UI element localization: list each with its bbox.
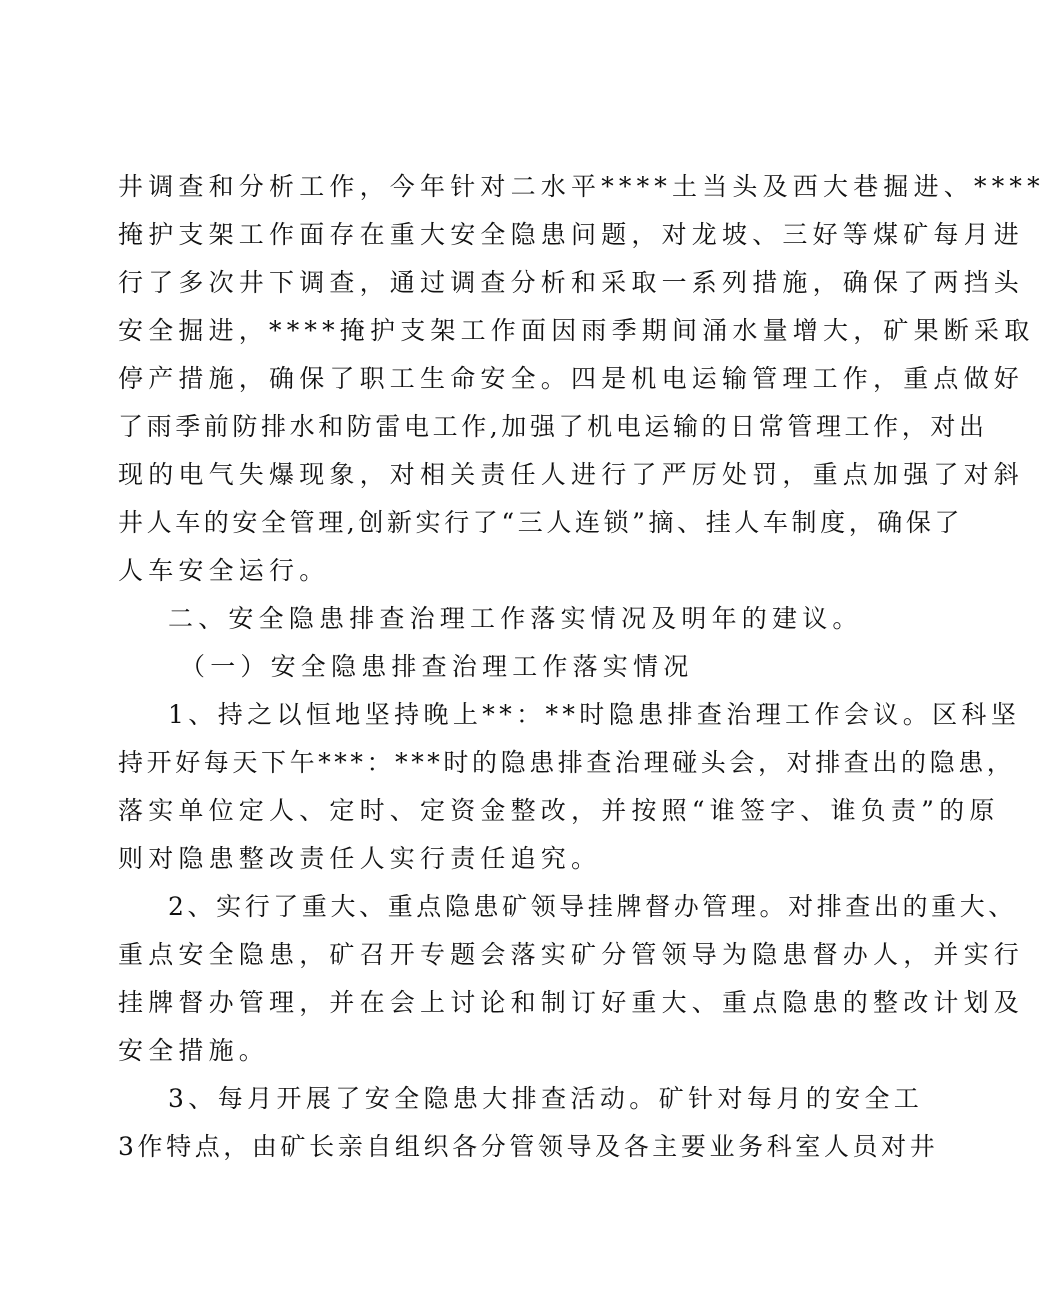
paragraph-line: 人车安全运行。 bbox=[118, 556, 330, 585]
paragraph-line: 行了多次井下调查，通过调查分析和采取一系列措施，确保了两挡头 bbox=[118, 268, 1025, 297]
paragraph-line: 井调查和分析工作，今年针对二水平****土当头及西大巷掘进、**** bbox=[118, 172, 1045, 201]
paragraph-line: 3作特点，由矿长亲自组织各分管领导及各主要业务科室人员对井 bbox=[118, 1132, 939, 1161]
subsection-heading: （一）安全隐患排查治理工作落实情况 bbox=[180, 652, 694, 681]
paragraph-line: 持开好每天下午***：***时的隐患排查治理碰头会，对排查出的隐患， bbox=[118, 748, 1016, 777]
section-heading: 二、安全隐患排查治理工作落实情况及明年的建议。 bbox=[168, 604, 863, 633]
paragraph-line: 安全掘进，****掩护支架工作面因雨季期间涌水量增大，矿果断采取 bbox=[118, 316, 1035, 345]
paragraph-line: 2、实行了重大、重点隐患矿领导挂牌督办管理。对排查出的重大、 bbox=[168, 892, 1017, 921]
paragraph-line: 重点安全隐患，矿召开专题会落实矿分管领导为隐患督办人，并实行 bbox=[118, 940, 1025, 969]
paragraph-line: 安全措施。 bbox=[118, 1036, 270, 1065]
paragraph-line: 3、每月开展了安全隐患大排查活动。矿针对每月的安全工 bbox=[168, 1084, 924, 1113]
paragraph-line: 挂牌督办管理，并在会上讨论和制订好重大、重点隐患的整改计划及 bbox=[118, 988, 1025, 1017]
paragraph-line: 落实单位定人、定时、定资金整改，并按照“谁签字、谁负责”的原 bbox=[118, 796, 1000, 825]
paragraph-line: 停产措施，确保了职工生命安全。四是机电运输管理工作，重点做好 bbox=[118, 364, 1025, 393]
paragraph-line: 则对隐患整改责任人实行责任追究。 bbox=[118, 844, 602, 873]
paragraph-line: 1、持之以恒地坚持晚上**：**时隐患排查治理工作会议。区科坚 bbox=[168, 700, 1021, 729]
paragraph-line: 现的电气失爆现象，对相关责任人进行了严厉处罚，重点加强了对斜 bbox=[118, 460, 1025, 489]
paragraph-line: 了雨季前防排水和防雷电工作,加强了机电运输的日常管理工作，对出 bbox=[118, 412, 988, 441]
paragraph-line: 井人车的安全管理,创新实行了“三人连锁”摘、挂人车制度，确保了 bbox=[118, 508, 964, 537]
paragraph-line: 掩护支架工作面存在重大安全隐患问题，对龙坡、三好等煤矿每月进 bbox=[118, 220, 1025, 249]
